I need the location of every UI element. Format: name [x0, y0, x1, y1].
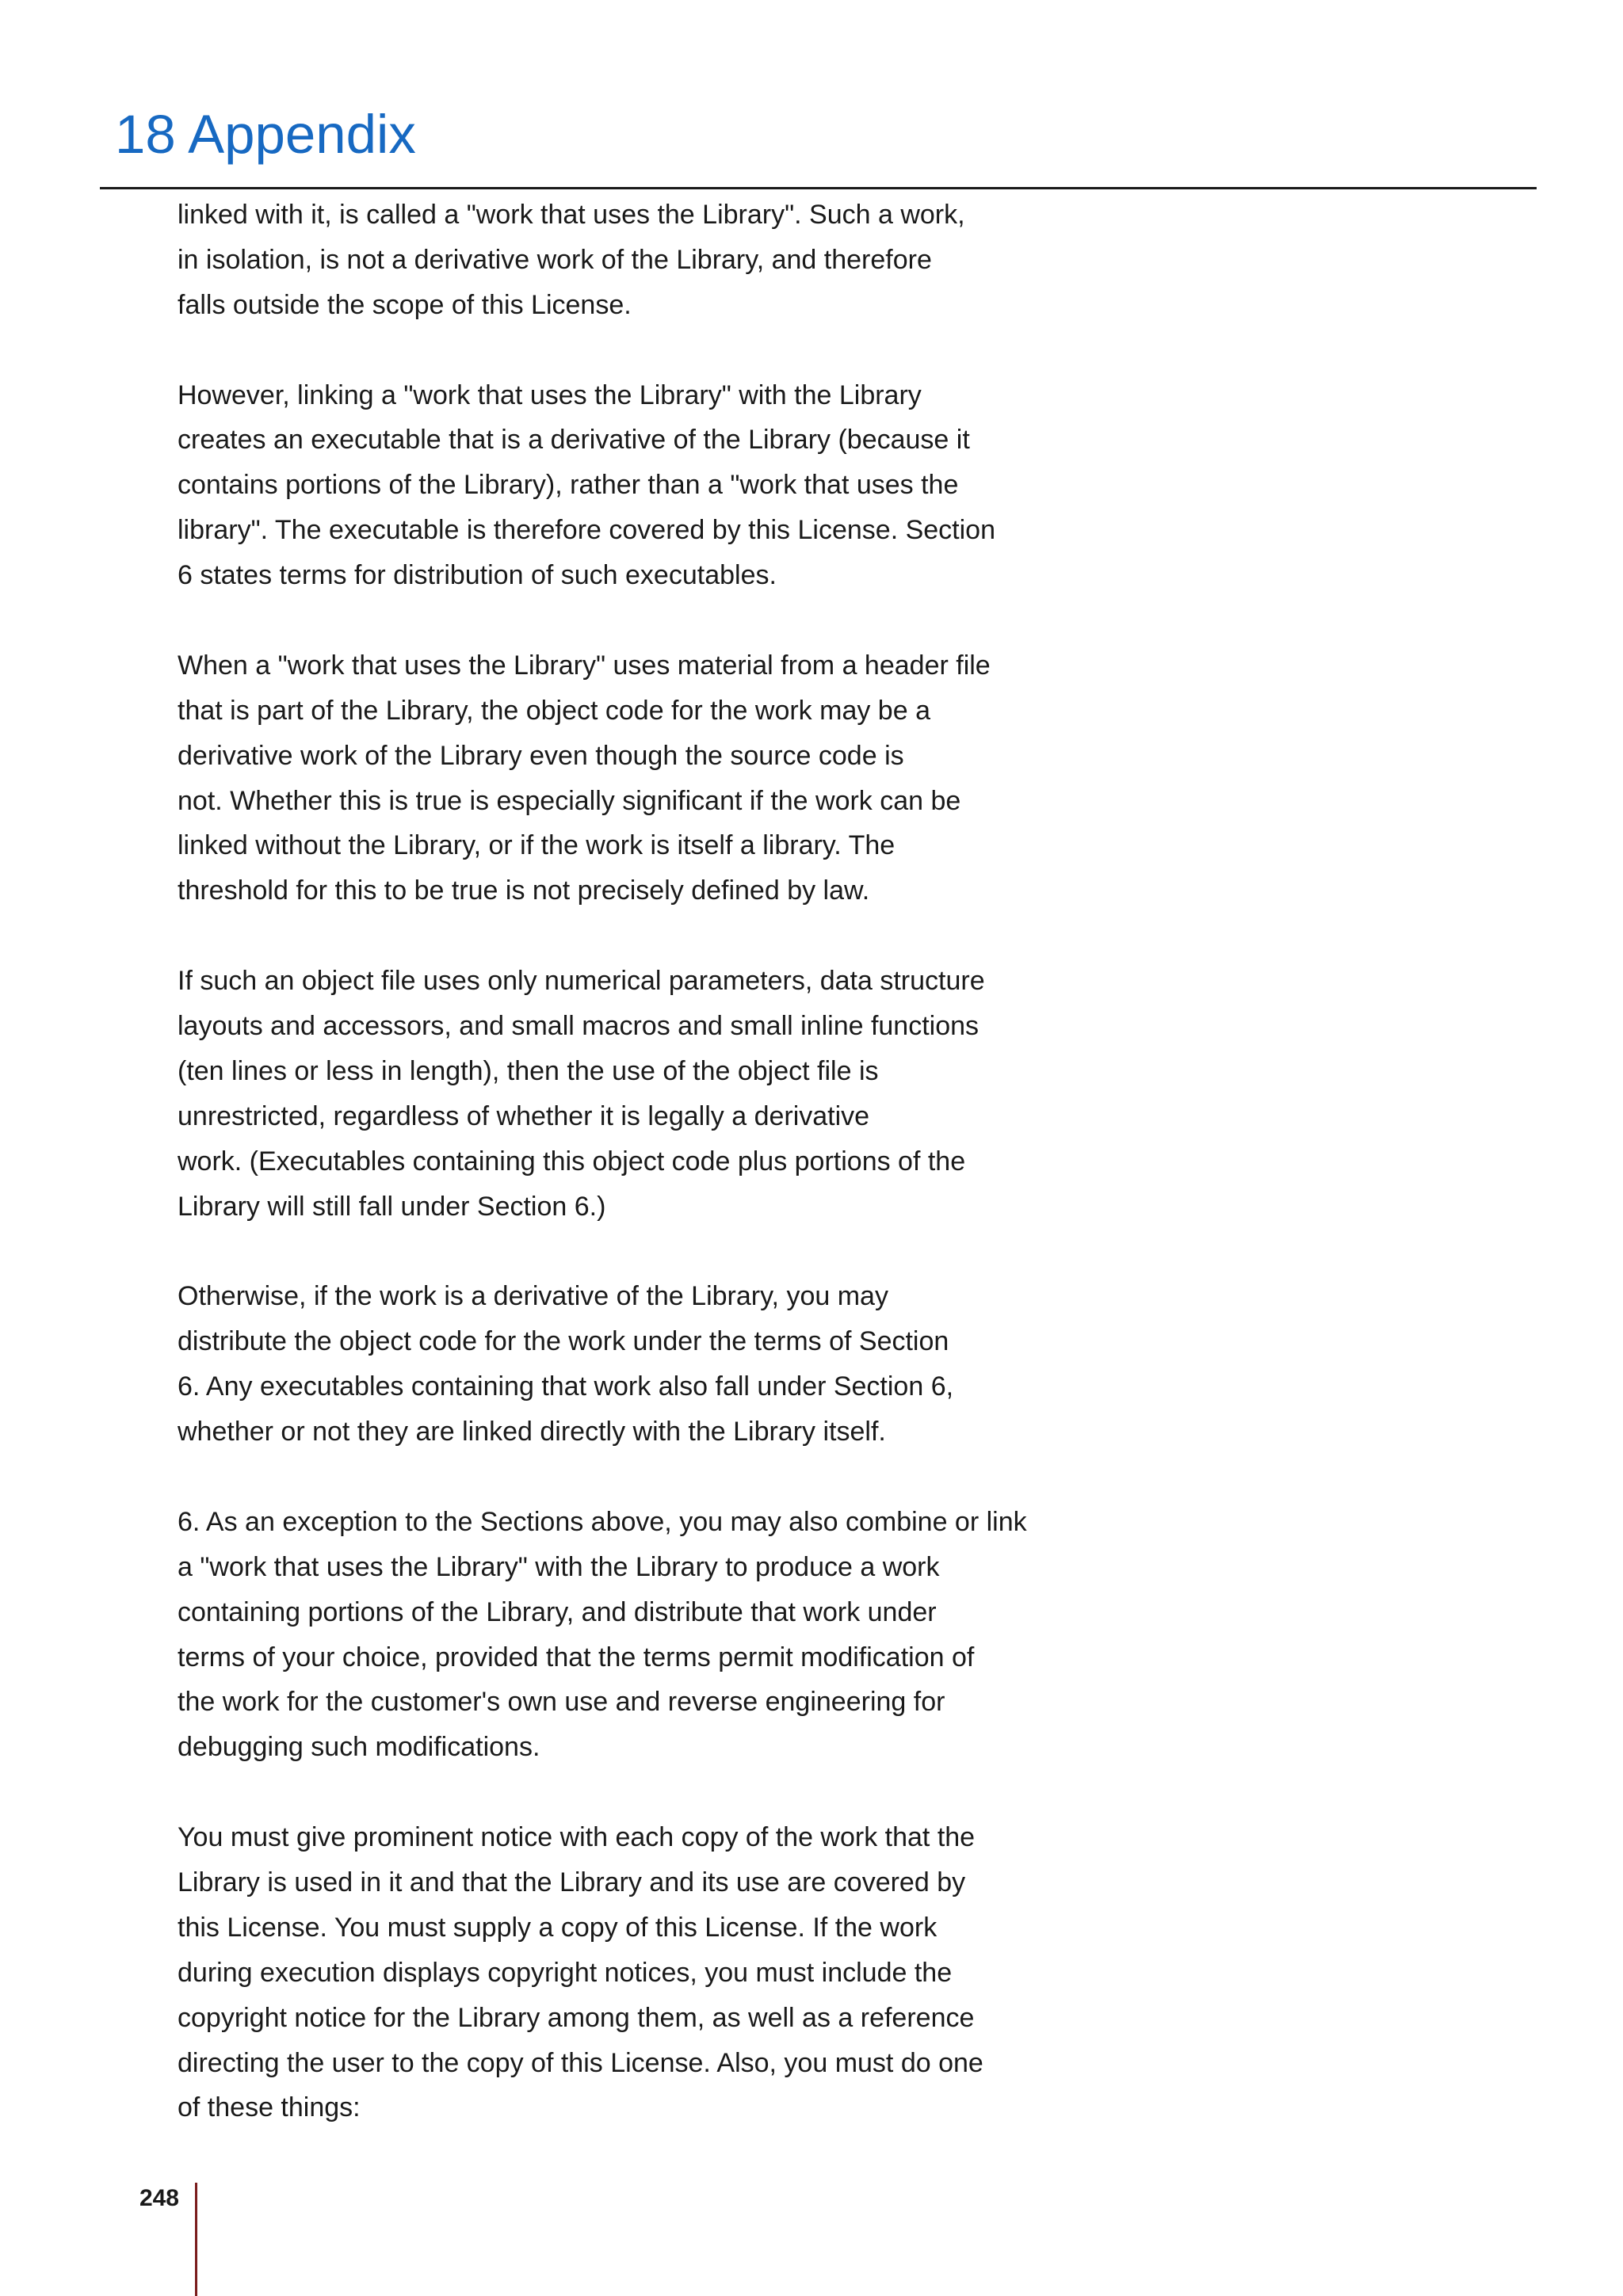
license-text [178, 193, 1208, 2130]
paragraph [178, 193, 1208, 328]
text-line: work. (Executables containing this object code plus portions of the [178, 1146, 966, 1177]
paragraph [178, 1500, 1208, 1770]
text-line: Library is used in it and that the Library and its use are covered by [178, 1867, 966, 1897]
text-line: Library will still fall under Section 6.) [178, 1191, 606, 1222]
header-rule [100, 187, 1537, 189]
text-line: linked without the Library, or if the work is itself a library. The [178, 830, 896, 861]
text-line: layouts and accessors, and small macros and small inline functions [178, 1011, 980, 1042]
text-line: debugging such modifications. [178, 1732, 540, 1763]
text-line: a "work that uses the Library" with the Library to produce a work [178, 1551, 940, 1582]
text-line: unrestricted, regardless of whether it is legally a derivative [178, 1100, 870, 1131]
text-line: 6. As an exception to the Sections above, you may also combine or link [178, 1506, 1027, 1537]
text-line: this License. You must supply a copy of this License. If the work [178, 1912, 938, 1943]
text-line: contains portions of the Library), rather than a "work that uses the [178, 470, 959, 501]
chapter-title: 18 Appendix [115, 104, 416, 165]
paragraph [178, 643, 1208, 913]
paragraph [178, 1815, 1208, 2130]
text-line: 6. Any executables containing that work also fall under Section 6, [178, 1371, 954, 1402]
text-line: in isolation, is not a derivative work of the Library, and therefore [178, 244, 932, 275]
page-number: 248 [139, 2185, 179, 2211]
text-line: (ten lines or less in length), then the use of the object file is [178, 1055, 879, 1086]
text-line: whether or not they are linked directly with the Library itself. [178, 1417, 886, 1447]
paragraph [178, 959, 1208, 1229]
text-line: not. Whether this is true is especially significant if the work can be [178, 785, 961, 816]
text-line: linked with it, is called a "work that uses the Library". Such a work, [178, 200, 965, 230]
text-line: during execution displays copyright notices, you must include the [178, 1957, 953, 1988]
text-line: of these things: [178, 2092, 361, 2123]
text-line: directing the user to the copy of this License. Also, you must do one [178, 2047, 983, 2078]
text-line: copyright notice for the Library among them, as well as a reference [178, 2002, 975, 2033]
text-line: terms of your choice, provided that the terms permit modification of [178, 1642, 975, 1672]
text-line: When a "work that uses the Library" uses material from a header file [178, 650, 991, 681]
text-line: falls outside the scope of this License. [178, 289, 632, 320]
text-line: If such an object file uses only numerical parameters, data structure [178, 966, 985, 997]
text-line: Otherwise, if the work is a derivative of the Library, you may [178, 1281, 888, 1312]
text-line: derivative work of the Library even though the source code is [178, 740, 904, 771]
text-line: threshold for this to be true is not precisely defined by law. [178, 875, 870, 906]
text-line: containing portions of the Library, and distribute that work under [178, 1596, 937, 1627]
paragraph [178, 373, 1208, 598]
text-line: library". The executable is therefore covered by this License. Section [178, 515, 995, 546]
text-line: the work for the customer's own use and reverse engineering for [178, 1687, 945, 1718]
text-line: You must give prominent notice with each copy of the work that the [178, 1822, 976, 1853]
text-line: that is part of the Library, the object code for the work may be a [178, 695, 930, 726]
text-line: However, linking a "work that uses the Library" with the Library [178, 379, 922, 410]
paragraph [178, 1274, 1208, 1455]
text-line: 6 states terms for distribution of such executables. [178, 560, 777, 591]
text-line: distribute the object code for the work under the terms of Section [178, 1326, 949, 1357]
footer-margin-rule [195, 2183, 197, 2296]
text-line: creates an executable that is a derivative of the Library (because it [178, 425, 970, 456]
